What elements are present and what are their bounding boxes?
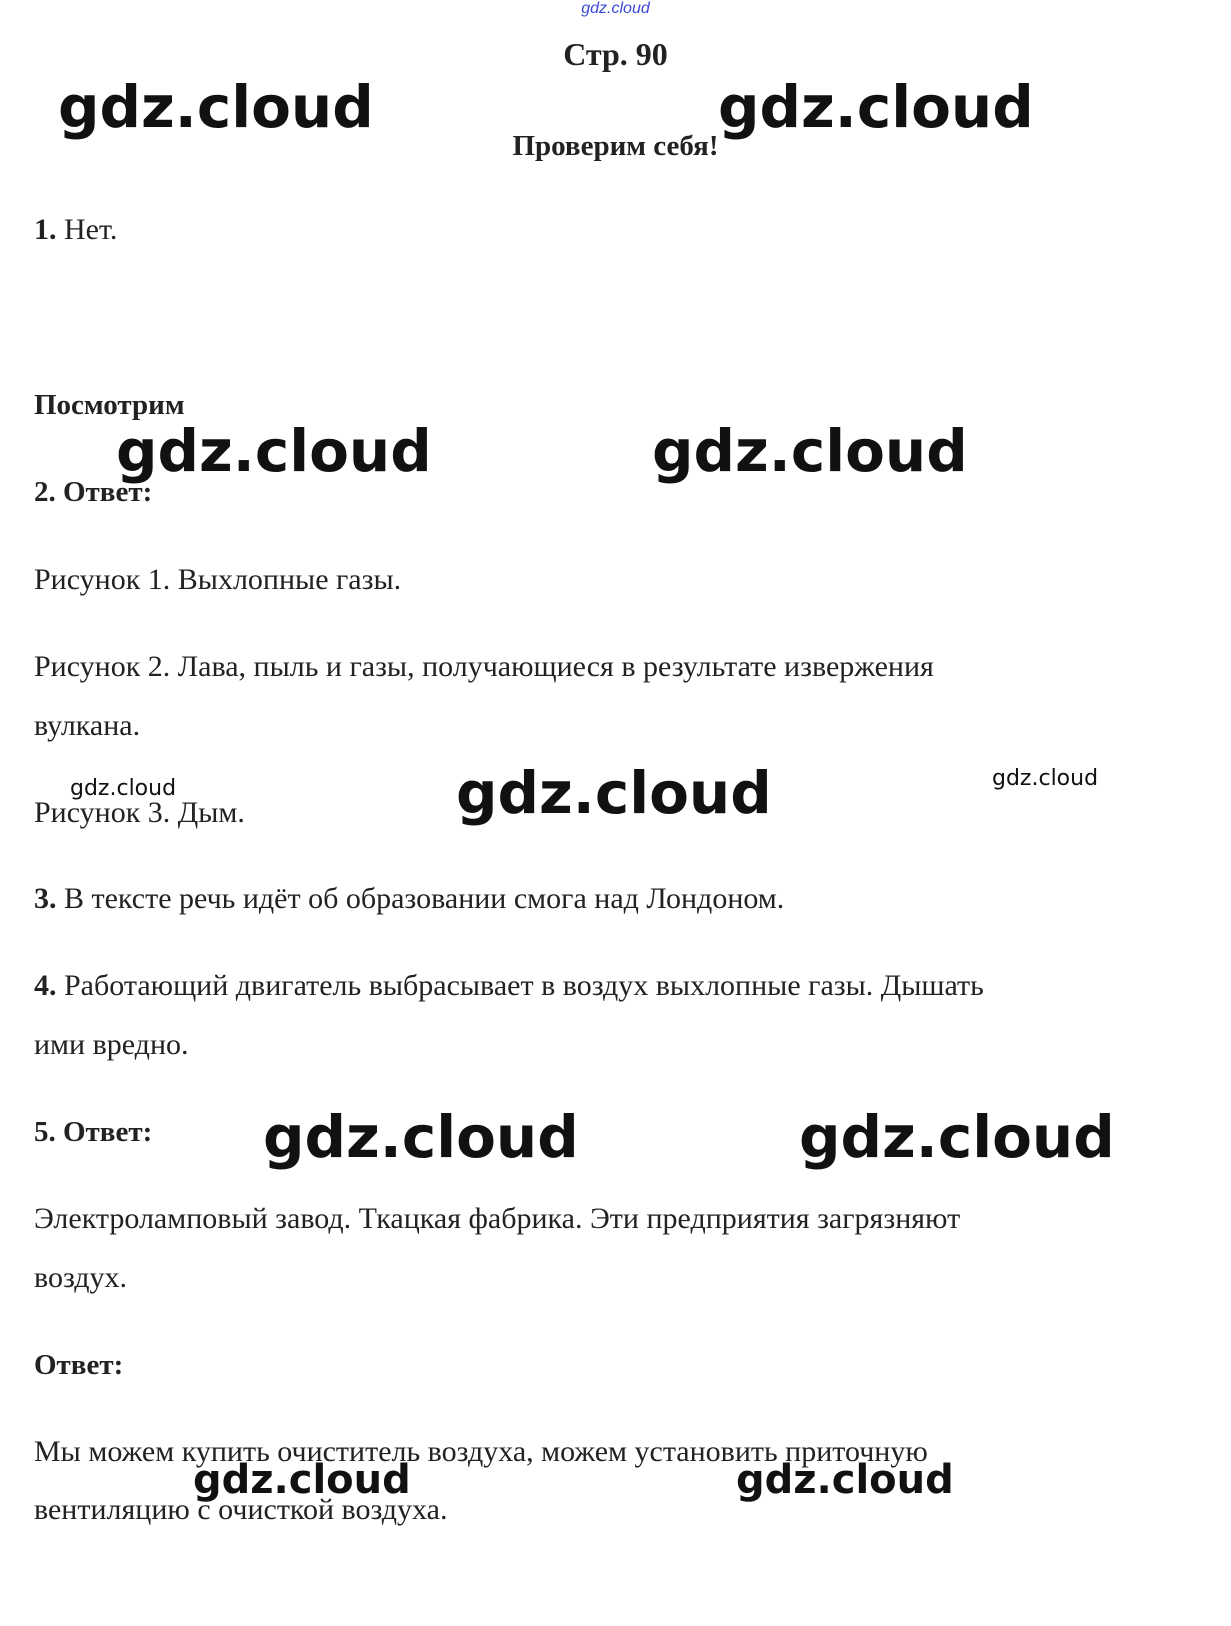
answer-2-heading: 2. Ответ: (34, 476, 153, 508)
watermark-9: gdz.cloud (799, 1103, 1115, 1171)
watermark-7: gdz.cloud (992, 766, 1099, 791)
extra-answer-heading: Ответ: (34, 1349, 124, 1381)
answer-2-line-2a: Рисунок 2. Лава, пыль и газы, получающиеся в результате извержения (34, 650, 934, 683)
watermark-4: gdz.cloud (652, 417, 968, 485)
answer-1-number: 1. (34, 213, 57, 246)
answer-4-text-b: ими вредно. (34, 1028, 189, 1061)
watermark-11: gdz.cloud (736, 1457, 954, 1503)
watermark-10: gdz.cloud (193, 1457, 411, 1503)
top-watermark: gdz.cloud (581, 0, 650, 17)
look-heading: Посмотрим (34, 389, 185, 421)
answer-2-line-1: Рисунок 1. Выхлопные газы. (34, 563, 402, 596)
answer-5-line-a: Электроламповый завод. Ткацкая фабрика. Эти предприятия загрязняют (34, 1202, 961, 1235)
extra-answer-line-b: вентиляцию с очисткой воздуха. (34, 1493, 448, 1526)
answer-3-text: В тексте речь идёт об образовании смога над Лондоном. (64, 882, 785, 915)
page-number: Стр. 90 (563, 36, 668, 72)
answer-2-line-3: Рисунок 3. Дым. (34, 796, 245, 829)
answer-3-number: 3. (34, 882, 57, 915)
watermark-1: gdz.cloud (58, 73, 374, 141)
answer-4 (34, 968, 984, 1004)
answer-4-number: 4. (34, 969, 57, 1002)
watermark-5: gdz.cloud (70, 776, 177, 801)
watermark-6: gdz.cloud (456, 759, 772, 827)
answer-1-text: Нет. (64, 213, 118, 246)
answer-2-line-2b: вулкана. (34, 709, 141, 742)
answer-1 (34, 212, 117, 248)
extra-answer-line-a: Мы можем купить очиститель воздуха, можем установить приточную (34, 1435, 928, 1468)
answer-5-line-b: воздух. (34, 1261, 128, 1294)
watermark-8: gdz.cloud (263, 1103, 579, 1171)
watermark-3: gdz.cloud (116, 417, 432, 485)
answer-5-heading: 5. Ответ: (34, 1116, 153, 1148)
watermark-2: gdz.cloud (718, 73, 1034, 141)
section-title: Проверим себя! (512, 130, 719, 162)
answer-4-text-a: Работающий двигатель выбрасывает в воздух выхлопные газы. Дышать (64, 969, 984, 1002)
answer-3 (34, 881, 784, 917)
